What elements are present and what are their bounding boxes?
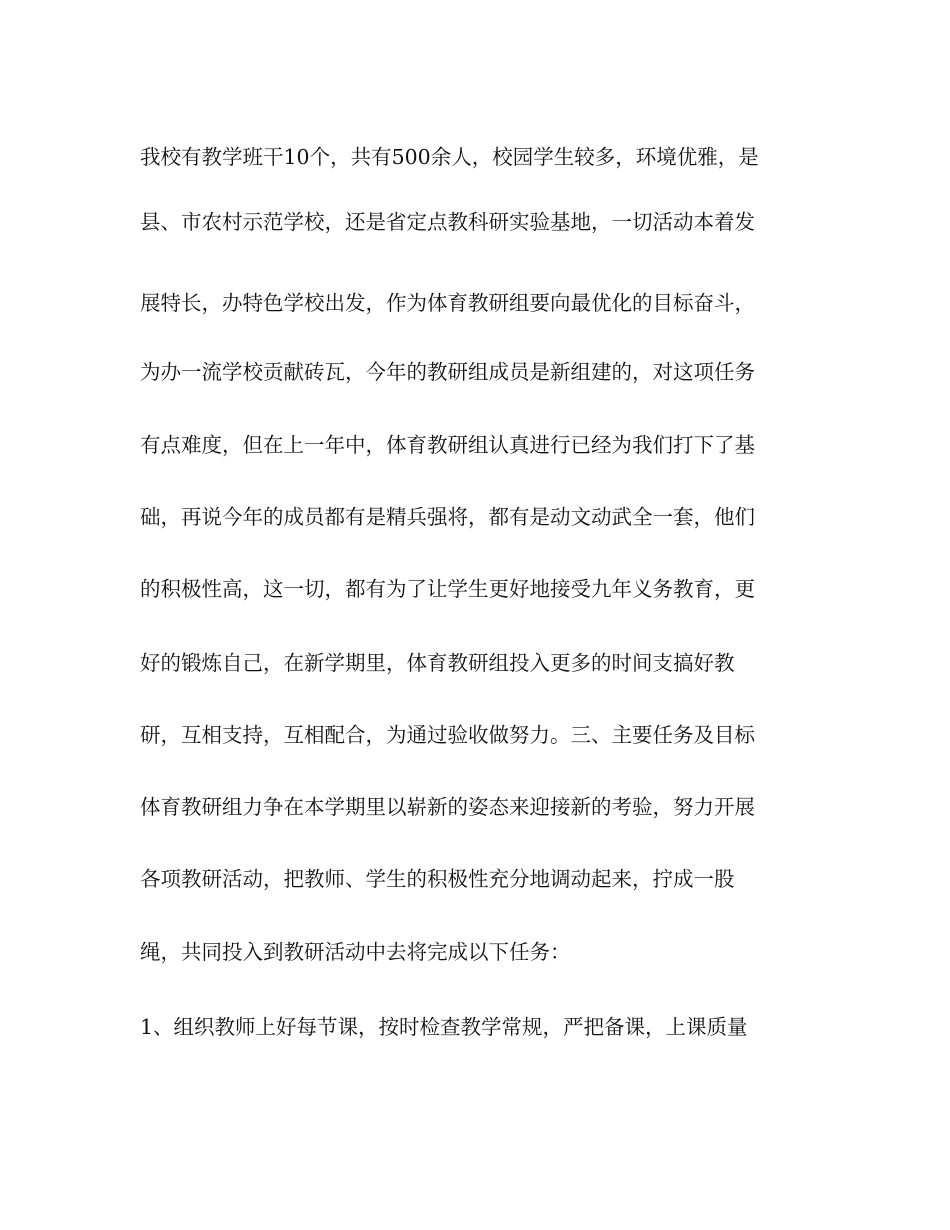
paragraph-line: 研，互相支持，互相配合，为通过验收做努力。三、主要任务及目标: [140, 723, 755, 747]
paragraph-line: 绳，共同投入到教研活动中去将完成以下任务：: [140, 940, 571, 964]
paragraph-line: 各项教研活动，把教师、学生的积极性充分地调动起来，拧成一股: [140, 867, 735, 891]
paragraph-line: 体育教研组力争在本学期里以崭新的姿态来迎接新的考验，努力开展: [140, 795, 755, 819]
paragraph-line: 有点难度，但在上一年中，体育教研组认真进行已经为我们打下了基: [140, 433, 755, 457]
paragraph-line: 我校有教学班干10个，共有500余人，校园学生较多，环境优雅，是: [140, 145, 759, 169]
paragraph-line: 的积极性高，这一切，都有为了让学生更好地接受九年义务教育，更: [140, 577, 755, 601]
paragraph-line: 1、组织教师上好每节课，按时检查教学常规，严把备课，上课质量: [140, 1015, 748, 1039]
paragraph-line: 展特长，办特色学校出发，作为体育教研组要向最优化的目标奋斗，: [140, 291, 755, 315]
paragraph-line: 县、市农村示范学校，还是省定点教科研实验基地，一切活动本着发: [140, 210, 755, 234]
paragraph-line: 础，再说今年的成员都有是精兵强将，都有是动文动武全一套，他们: [140, 505, 755, 529]
paragraph-line: 好的锻炼自己，在新学期里，体育教研组投入更多的时间支搞好教: [140, 651, 735, 675]
paragraph-line: 为办一流学校贡献砖瓦，今年的教研组成员是新组建的，对这项任务: [140, 360, 755, 384]
